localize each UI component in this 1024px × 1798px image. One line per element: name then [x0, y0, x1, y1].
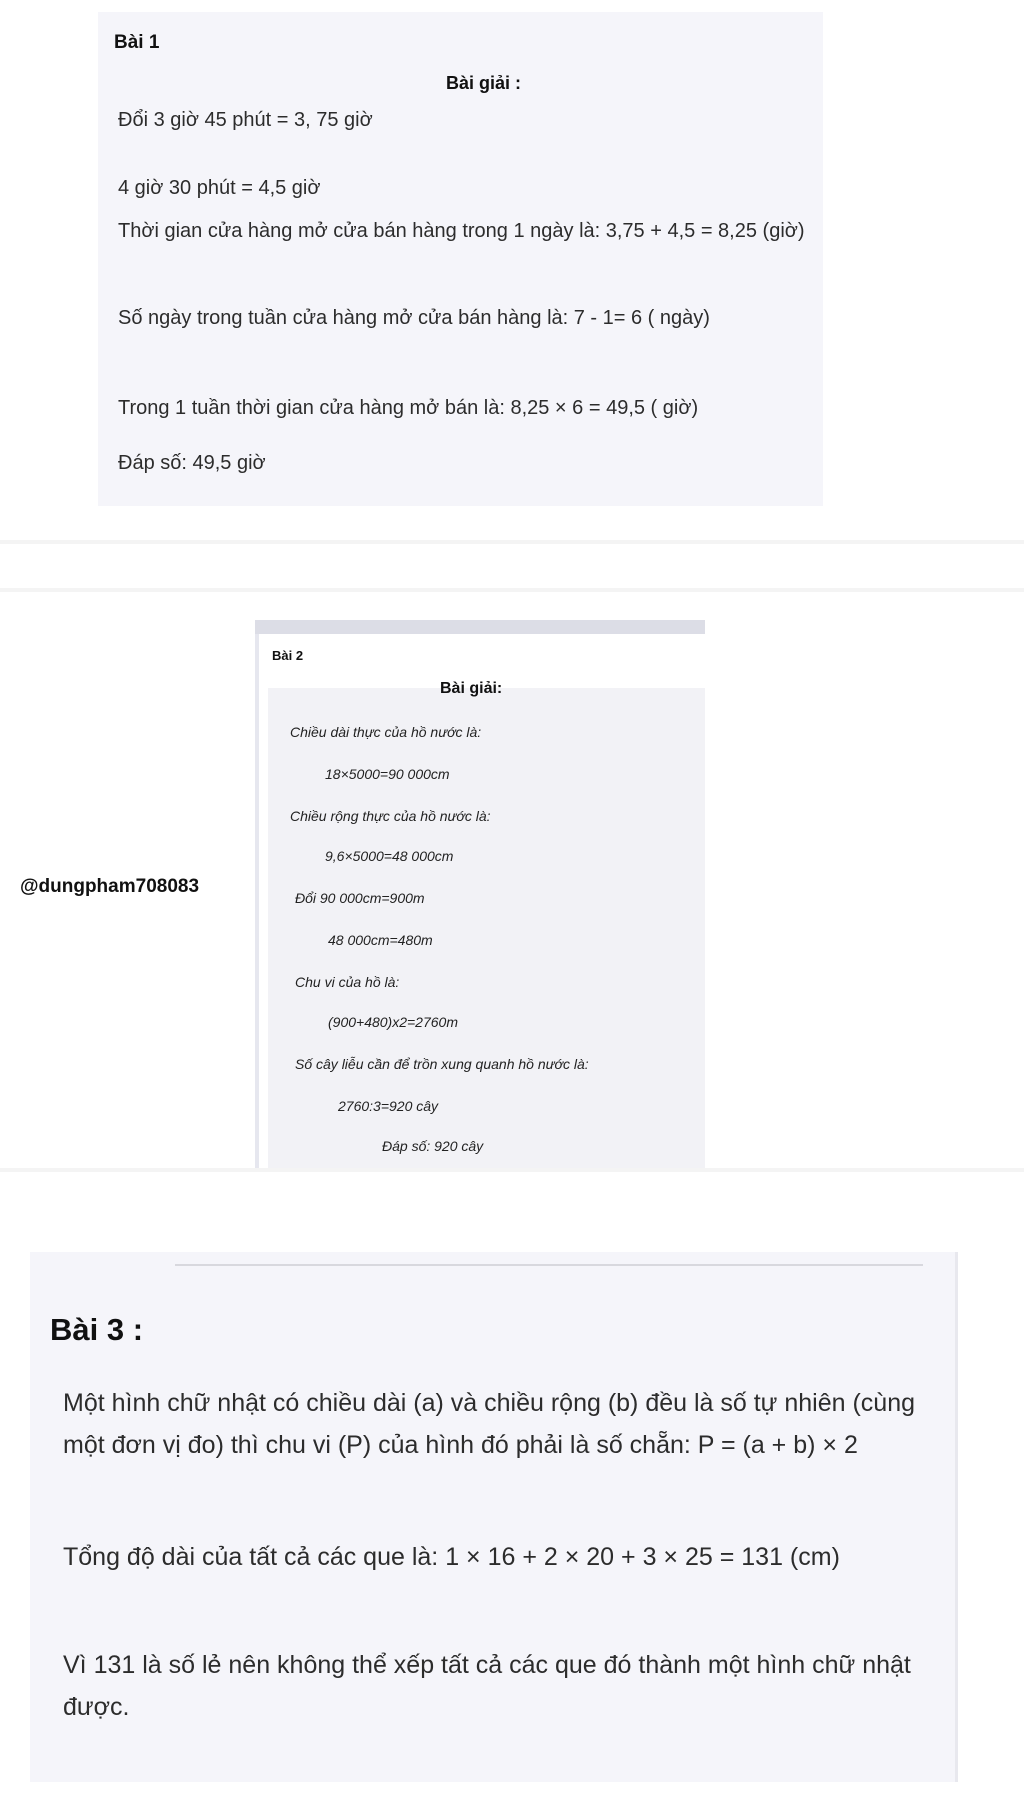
solution-line: (900+480)x2=2760m	[328, 1014, 458, 1030]
solution-line: Số cây liễu cần để trồn xung quanh hồ nước là:	[295, 1056, 589, 1072]
solution-heading-1: Bài giải :	[445, 73, 521, 93]
solution-panel-1	[98, 12, 823, 506]
problem-title-3: Bài 3 :	[50, 1312, 144, 1347]
solution-panel-3	[30, 1252, 958, 1782]
solution-line: Số ngày trong tuần cửa hàng mở cửa bán hàng là: 7 - 1= 6 ( ngày)	[118, 307, 710, 329]
solution-line: 9,6×5000=48 000cm	[325, 848, 454, 864]
solution-line: Chiều dài thực của hồ nước là:	[290, 724, 482, 740]
panel-3-top-rule	[175, 1264, 923, 1266]
section-divider	[0, 1168, 1024, 1172]
solution-line: Tổng độ dài của tất cả các que là: 1 × 16 + 2 × 20 + 3 × 25 = 131 (cm)	[63, 1543, 840, 1571]
panel-2-top-bar	[255, 620, 705, 634]
problem-label-2: Bài 2	[272, 648, 304, 663]
solution-line: Một hình chữ nhật có chiều dài (a) và chiều rộng (b) đều là số tự nhiên (cùng một đơn vị đo) thì chu vi (P) của hình đó phải là số chẵn: P = (a + b) × 2	[63, 1389, 916, 1459]
solution-line: Thời gian cửa hàng mở cửa bán hàng trong 1 ngày là: 3,75 + 4,5 = 8,25 (giờ)	[118, 220, 805, 242]
solution-line: 4 giờ 30 phút = 4,5 giờ	[118, 177, 321, 199]
solution-line: Đổi 3 giờ 45 phút = 3, 75 giờ	[118, 109, 373, 131]
watermark-username: @dungpham708083	[20, 876, 200, 897]
solution-line: Đáp số: 49,5 giờ	[118, 452, 266, 474]
panel-2-left-border	[255, 634, 259, 1170]
section-divider	[0, 588, 1024, 592]
solution-line: Đổi 90 000cm=900m	[295, 890, 425, 906]
solution-line: Chiều rộng thực của hồ nước là:	[290, 808, 491, 824]
section-divider	[0, 540, 1024, 544]
solution-line: Đáp số: 920 cây	[382, 1138, 484, 1154]
solution-panel-2	[268, 688, 705, 1170]
solution-line: Vì 131 là số lẻ nên không thể xếp tất cả các que đó thành một hình chữ nhật được.	[63, 1651, 911, 1721]
solution-line: Trong 1 tuần thời gian cửa hàng mở bán là: 8,25 × 6 = 49,5 ( giờ)	[118, 397, 699, 419]
solution-line: 48 000cm=480m	[328, 932, 433, 948]
problem-label-1: Bài 1	[114, 32, 160, 53]
solution-line: 18×5000=90 000cm	[325, 766, 450, 782]
solution-line: Chu vi của hồ là:	[295, 974, 400, 990]
solution-heading-2: Bài giải:	[440, 680, 503, 697]
solution-line: 2760:3=920 cây	[338, 1098, 439, 1114]
